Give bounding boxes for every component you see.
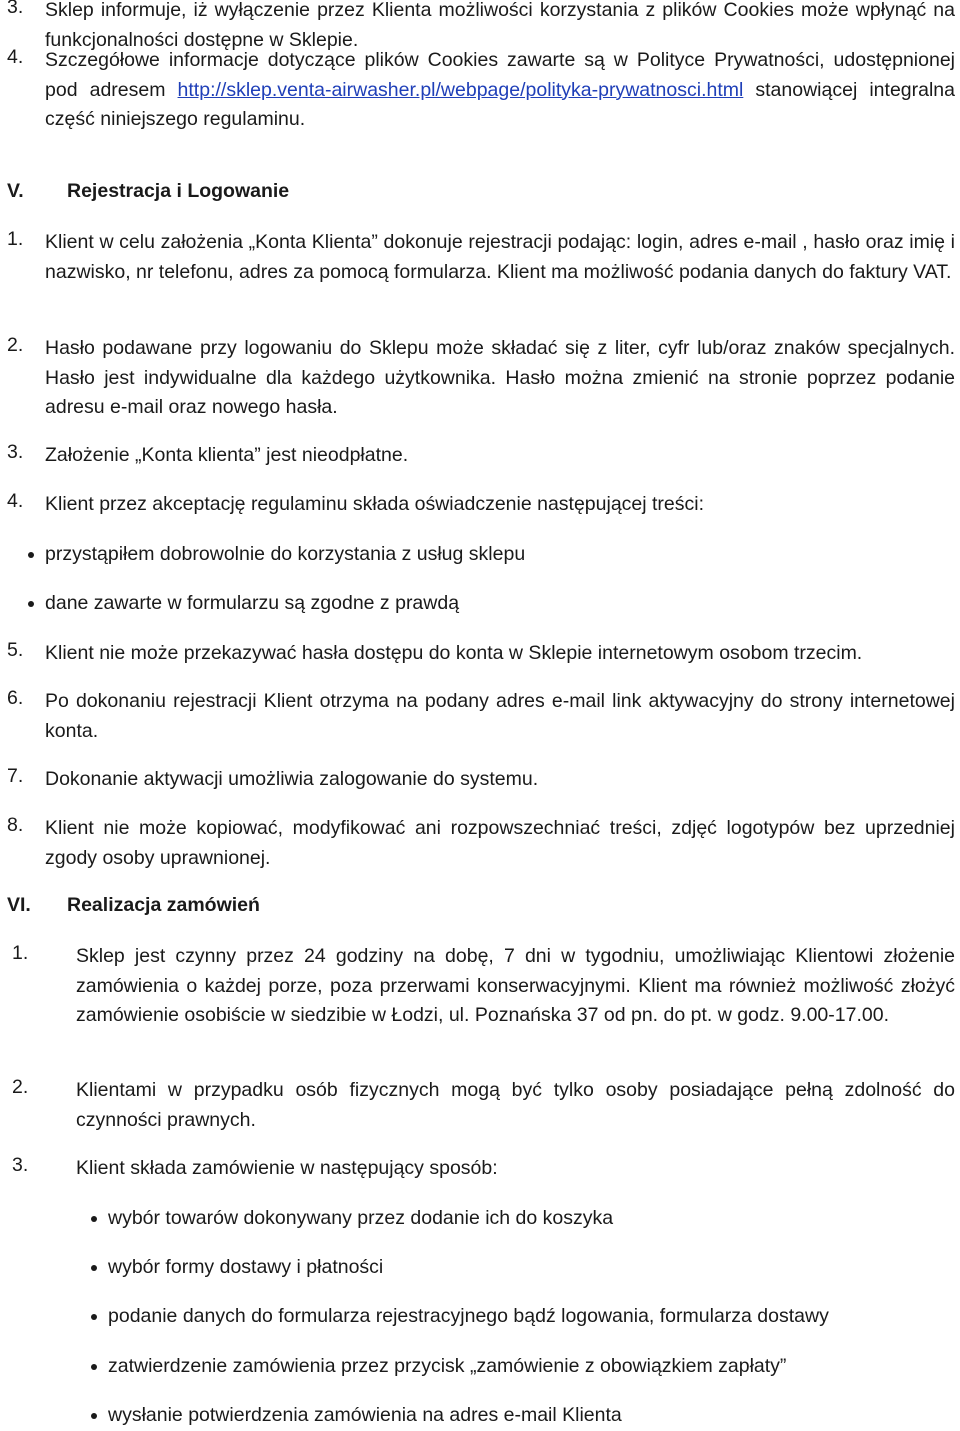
bullet-text: przystąpiłem dobrowolnie do korzystania z usług sklepu [45, 543, 526, 565]
bullet-text: podanie danych do formularza rejestracyjnego bądź logowania, formularza dostawy [108, 1305, 829, 1327]
item-number: 4. [7, 46, 24, 68]
item-text-after: stanowiącej integralna część niniejszego regulaminu. [45, 78, 955, 130]
item-number: 1. [12, 942, 29, 964]
bullet-text: zatwierdzenie zamówienia przez przycisk „zamówienie z obowiązkiem zapłaty” [108, 1355, 787, 1377]
item-number: 3. [12, 1154, 29, 1176]
item-text: Klientami w przypadku osób fizycznych mogą być tylko osoby posiadające pełną zdolność do czynności prawnych. [76, 1079, 955, 1131]
item-number: 7. [7, 765, 24, 787]
section-number: V. [7, 180, 24, 202]
section-title: Realizacja zamówień [67, 894, 260, 916]
bullet-icon [91, 1216, 97, 1222]
item-text: Założenie „Konta klienta” jest nieodpłatne. [45, 444, 409, 466]
item-text: Hasło podawane przy logowaniu do Sklepu może składać się z liter, cyfr lub/oraz znaków specjalnych. Hasło jest indywidualne dla każdego użytkownika. Hasło można zmienić na stronie poprzez podanie adresu e-mail oraz nowego hasła. [45, 337, 955, 418]
item-number: 3. [7, 441, 24, 463]
item-text [45, 46, 955, 135]
bullet-icon [28, 552, 34, 558]
bullet-icon [91, 1314, 97, 1320]
item-text: Klient składa zamówienie w następujący sposób: [76, 1157, 498, 1179]
item-number: 2. [7, 334, 24, 356]
bullet-text: dane zawarte w formularzu są zgodne z prawdą [45, 592, 460, 614]
item-text: Sklep jest czynny przez 24 godziny na dobę, 7 dni w tygodniu, umożliwiając Klientowi złożenie zamówienia o każdej porze, poza przerwami konserwacyjnymi. Klient ma również możliwość złożyć zamówienie osobiście w siedzibie w Łodzi, ul. Poznańska 37 od pn. do pt. w godz. 9.00-17.00. [76, 945, 955, 1026]
item-text: Klient przez akceptację regulaminu składa oświadczenie następującej treści: [45, 493, 705, 515]
item-text: Klient nie może przekazywać hasła dostępu do konta w Sklepie internetowym osobom trzecim. [45, 642, 863, 664]
item-number: 5. [7, 639, 24, 661]
privacy-policy-link[interactable]: http://sklep.venta-airwasher.pl/webpage/polityka-prywatnosci.html [177, 78, 744, 101]
item-text: Klient w celu założenia „Konta Klienta” dokonuje rejestracji podając: login, adres e-mail , hasło oraz imię i nazwisko, nr telefonu, adres za pomocą formularza. Klient ma możliwość podania danych do faktury VAT. [45, 231, 955, 283]
item-text: Klient nie może kopiować, modyfikować ani rozpowszechniać treści, zdjęć logotypów bez uprzedniej zgody osoby uprawnionej. [45, 817, 955, 869]
bullet-text: wysłanie potwierdzenia zamówienia na adres e-mail Klienta [108, 1404, 622, 1426]
item-number: 6. [7, 687, 24, 709]
section-v-heading [0, 180, 955, 210]
bullet-icon [91, 1364, 97, 1370]
item-text-before: Szczegółowe informacje dotyczące plików Cookies zawarte są w Polityce Prywatności, udostępnionej pod adresem [45, 49, 955, 101]
item-number: 1. [7, 228, 24, 250]
bullet-icon [91, 1265, 97, 1271]
section-number: VI. [7, 894, 31, 916]
item-text: Sklep informuje, iż wyłączenie przez Klienta możliwości korzystania z plików Cookies może wpłynąć na funkcjonalności dostępne w Sklepie. [45, 0, 955, 51]
bullet-icon [91, 1413, 97, 1419]
bullet-icon [28, 601, 34, 607]
bullet-text: wybór towarów dokonywany przez dodanie ich do koszyka [108, 1207, 614, 1229]
section-vi-heading [0, 894, 955, 924]
item-number: 8. [7, 814, 24, 836]
item-text: Dokonanie aktywacji umożliwia zalogowanie do systemu. [45, 768, 539, 790]
item-number: 3. [7, 0, 24, 18]
bullet-text: wybór formy dostawy i płatności [108, 1256, 384, 1278]
item-text: Po dokonaniu rejestracji Klient otrzyma na podany adres e-mail link aktywacyjny do strony internetowej konta. [45, 690, 955, 742]
item-number: 4. [7, 490, 24, 512]
item-number: 2. [12, 1076, 29, 1098]
section-title: Rejestracja i Logowanie [67, 180, 290, 202]
